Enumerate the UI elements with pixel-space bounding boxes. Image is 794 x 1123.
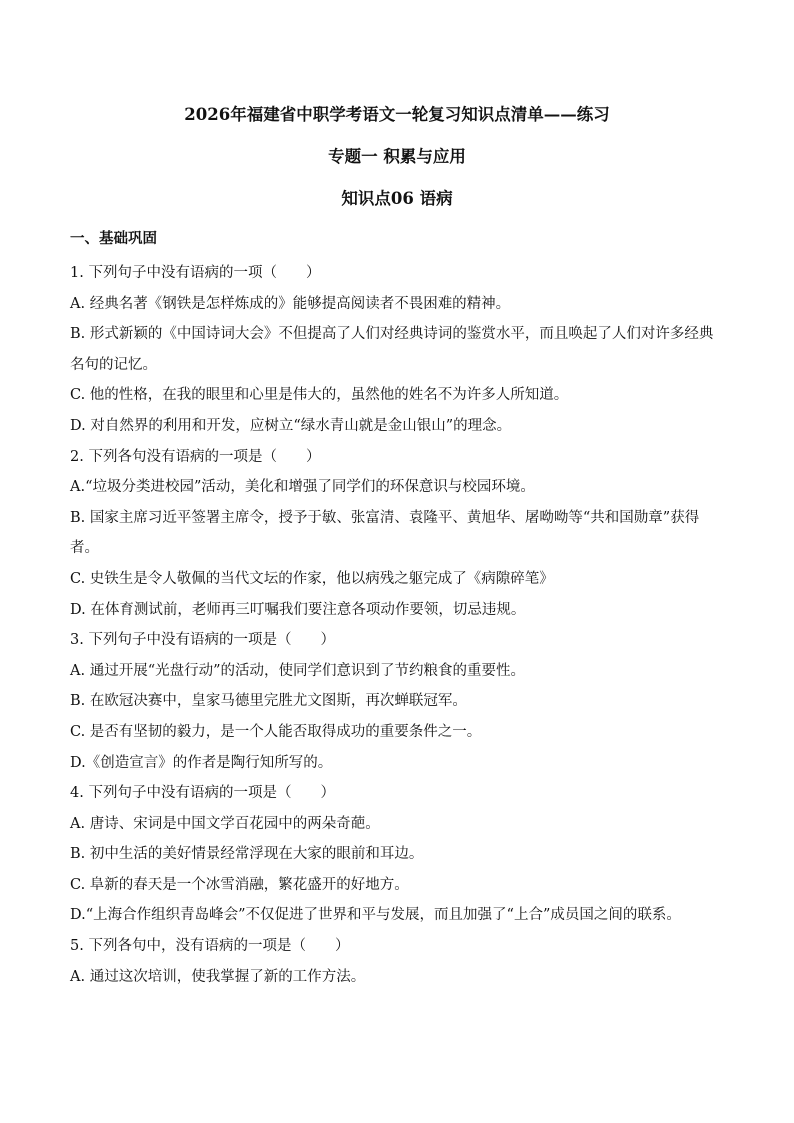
answer-option: D. 在体育测试前，老师再三叮嘱我们要注意各项动作要领，切忌违规。 [70, 601, 526, 618]
knowledge-point-title: 知识点06 语病 [341, 189, 453, 208]
answer-option: B. 国家主席习近平签署主席令，授予于敏、张富清、袁隆平、黄旭华、屠呦呦等“共和国勋章”获得者。 [70, 509, 700, 557]
question-stem: 1. 下列句子中没有语病的一项（ ） [70, 265, 321, 281]
question-list [70, 258, 726, 992]
question-stem: 4. 下列句子中没有语病的一项是（ ） [70, 785, 335, 802]
answer-option: A. 唐诗、宋词是中国文学百花园中的两朵奇葩。 [70, 815, 380, 832]
question-stem: 2. 下列各句没有语病的一项是（ ） [70, 448, 321, 465]
answer-option: C. 他的性格，在我的眼里和心里是伟大的，虽然他的姓名不为许多人所知道。 [70, 387, 569, 404]
answer-option: D.“上海合作组织青岛峰会”不仅促进了世界和平与发展，而且加强了“上合”成员国之间的联系。 [70, 907, 681, 924]
answer-option: C. 史铁生是令人敬佩的当代文坛的作家，他以病残之躯完成了《病隙碎笔》 [70, 570, 554, 587]
question-stem: 5. 下列各句中，没有语病的一项是（ ） [70, 938, 350, 955]
answer-option: B. 形式新颖的《中国诗词大会》不但提高了人们对经典诗词的鉴赏水平，而且唤起了人们对许多经典名句的记忆。 [70, 326, 714, 373]
answer-option: D.《创造宣言》的作者是陶行知所写的。 [70, 754, 333, 771]
answer-option: A. 经典名著《钢铁是怎样炼成的》能够提高阅读者不畏困难的精神。 [70, 295, 511, 312]
answer-option: A.“垃圾分类进校园”活动，美化和增强了同学们的环保意识与校园环境。 [70, 479, 535, 496]
answer-option: A. 通过这次培训，使我掌握了新的工作方法。 [70, 968, 366, 985]
answer-option: B. 初中生活的美好情景经常浮现在大家的眼前和耳边。 [70, 846, 424, 863]
answer-option: D. 对自然界的利用和开发，应树立“绿水青山就是金山银山”的理念。 [70, 417, 512, 434]
answer-option: C. 是否有坚韧的毅力，是一个人能否取得成功的重要条件之一。 [70, 723, 482, 740]
document-title: 2026年福建省中职学考语文一轮复习知识点清单——练习 [184, 105, 610, 124]
answer-option: B. 在欧冠决赛中，皇家马德里完胜尤文图斯，再次蝉联冠军。 [70, 693, 467, 710]
answer-option: A. 通过开展“光盘行动”的活动，使同学们意识到了节约粮食的重要性。 [70, 662, 526, 679]
section-heading: 一、基础巩固 [70, 230, 157, 247]
topic-title: 专题一 积累与应用 [328, 147, 466, 166]
question-stem: 3. 下列句子中没有语病的一项是（ ） [70, 632, 335, 649]
answer-option: C. 阜新的春天是一个冰雪消融，繁花盛开的好地方。 [70, 876, 409, 893]
